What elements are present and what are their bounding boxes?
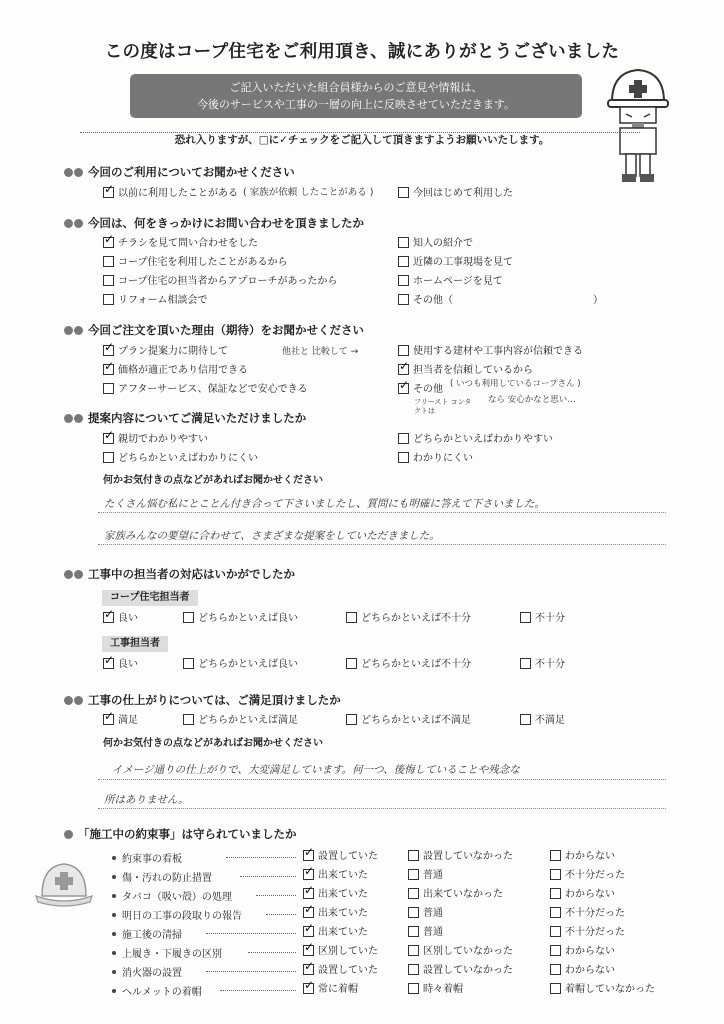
checkbox[interactable]	[103, 612, 114, 623]
checkbox[interactable]	[103, 383, 114, 394]
q6-heading: 工事の仕上がりについては、ご満足頂けましたか	[64, 692, 341, 708]
q7-option[interactable]: 普通	[408, 926, 443, 939]
checkbox[interactable]	[398, 383, 409, 394]
banner-line-1: ご記入いただいた組合員様からのご意見や情報は、	[229, 81, 483, 94]
section-bullet-icon	[64, 414, 73, 423]
info-banner	[130, 74, 582, 118]
section-bullet-icon	[64, 219, 73, 228]
section-bullet-icon	[74, 219, 83, 228]
row-bullet-icon	[112, 894, 116, 898]
q4-option[interactable]: どちらかといえばわかりやすい	[398, 433, 553, 446]
q5-option[interactable]: どちらかといえば不十分	[346, 612, 471, 625]
checkbox[interactable]	[550, 850, 561, 861]
row-bullet-icon	[112, 856, 116, 860]
row-leader	[248, 952, 296, 954]
q2-option[interactable]: コープ住宅の担当者からアプローチがあったから	[103, 275, 337, 288]
q5-option[interactable]: ✓良い	[103, 612, 138, 625]
section-bullet-icon	[74, 570, 83, 579]
q1-handwritten-note: ( 家族が依頼 したことがある )	[243, 187, 374, 198]
q5-group-title: コープ住宅担当者	[102, 590, 198, 606]
row-bullet-icon	[112, 970, 116, 974]
checkbox[interactable]	[346, 714, 357, 725]
section-bullet-icon	[74, 326, 83, 335]
q4-comment-line-2: 家族みんなの要望に合わせて、さまざまな提案をしていただきました。	[104, 530, 440, 542]
checkbox[interactable]	[303, 907, 314, 918]
checkbox[interactable]	[303, 869, 314, 880]
q7-option[interactable]: わからない	[550, 945, 615, 958]
row-bullet-icon	[112, 932, 116, 936]
q7-row-label: 傷・汚れの防止措置	[108, 869, 212, 884]
row-leader	[206, 933, 296, 935]
checkbox[interactable]	[303, 888, 314, 899]
checkbox[interactable]	[398, 187, 409, 198]
q2-option[interactable]: コープ住宅を利用したことがあるから	[103, 256, 288, 269]
checkbox[interactable]	[103, 187, 114, 198]
checkbox[interactable]	[550, 983, 561, 994]
q3-option[interactable]: アフターサービス、保証などで安心できる	[103, 383, 308, 396]
row-leader	[266, 914, 296, 916]
checkbox[interactable]	[550, 907, 561, 918]
q4-option[interactable]: ✓親切でわかりやすい	[103, 433, 208, 446]
checkbox[interactable]	[398, 294, 409, 305]
checkbox[interactable]	[550, 945, 561, 956]
q4-comment-prompt: 何かお気付きの点などがあればお聞かせください	[103, 475, 323, 486]
q4-comment-line-1: たくさん悩む私にとことん付き合って下さいましたし、質問にも明確に答えて下さいました。	[104, 498, 545, 510]
q7-row-label: タバコ（吸い殻）の処理	[108, 888, 232, 903]
checkbox[interactable]	[398, 433, 409, 444]
row-leader	[226, 857, 296, 859]
q2-option[interactable]: 知人の紹介で	[398, 237, 473, 250]
checkbox[interactable]	[550, 869, 561, 880]
checkbox[interactable]	[398, 256, 409, 267]
checkbox[interactable]	[408, 926, 419, 937]
checkbox[interactable]	[183, 658, 194, 669]
q7-option[interactable]: 設置していなかった	[408, 850, 513, 863]
q1-option-first-time[interactable]: 今回はじめて利用した	[398, 187, 513, 200]
checkbox[interactable]	[520, 658, 531, 669]
checkbox[interactable]	[103, 237, 114, 248]
checkbox[interactable]	[408, 850, 419, 861]
checkbox[interactable]	[103, 294, 114, 305]
checkbox[interactable]	[408, 964, 419, 975]
q7-row-label: 上履き・下履きの区別	[108, 945, 222, 960]
q3-handwritten-other-1: ( いつも利用しているコープさん )	[450, 379, 581, 389]
section-bullet-icon	[64, 326, 73, 335]
checkbox[interactable]	[303, 964, 314, 975]
checkbox[interactable]	[303, 926, 314, 937]
checkbox[interactable]	[183, 612, 194, 623]
q7-option[interactable]: ✓常に着帽	[303, 983, 358, 996]
q7-option[interactable]: わからない	[550, 888, 615, 901]
row-leader	[256, 895, 296, 897]
q7-option[interactable]: 普通	[408, 869, 443, 882]
q7-option[interactable]: ✓出来ていた	[303, 869, 368, 882]
checkbox[interactable]	[398, 345, 409, 356]
q7-row-label: 施工後の清掃	[108, 926, 182, 941]
q2-option[interactable]: 近隣の工事現場を見て	[398, 256, 513, 269]
q3-option-other[interactable]: ✓その他	[398, 383, 443, 396]
checkbox[interactable]	[550, 926, 561, 937]
q7-option[interactable]: 設置していなかった	[408, 964, 513, 977]
q3-heading: 今回ご注文を頂いた理由（期待）をお聞かせください	[64, 322, 364, 338]
q7-option[interactable]: 出来ていなかった	[408, 888, 503, 901]
q7-option[interactable]: 不十分だった	[550, 869, 625, 882]
q3-handwritten-other-3: フリースト コンタクトは	[414, 398, 472, 415]
q5-heading: 工事中の担当者の対応はいかがでしたか	[64, 566, 295, 582]
section-bullet-icon	[64, 830, 73, 839]
checkbox[interactable]	[103, 345, 114, 356]
row-bullet-icon	[112, 989, 116, 993]
q7-option[interactable]: ✓区別していた	[303, 945, 378, 958]
section-bullet-icon	[64, 168, 73, 177]
q7-option[interactable]: ✓出来ていた	[303, 907, 368, 920]
q7-row-label: 消火器の設置	[108, 964, 182, 979]
checkbox[interactable]	[408, 983, 419, 994]
banner-line-2: 今後のサービスや工事の一層の向上に反映させていただきます。	[196, 98, 516, 111]
checkbox[interactable]	[398, 452, 409, 463]
worker-mascot-icon	[606, 66, 670, 186]
checkbox[interactable]	[398, 237, 409, 248]
q7-option[interactable]: わからない	[550, 964, 615, 977]
q3-option[interactable]: ✓プラン提案力に期待して	[103, 345, 228, 358]
q7-row-label: 明日の工事の段取りの報告	[108, 907, 242, 922]
q7-option[interactable]: 不十分だった	[550, 926, 625, 939]
row-leader	[220, 990, 296, 992]
checkbox[interactable]	[303, 945, 314, 956]
q3-option[interactable]: ✓価格が適正であり信用できる	[103, 364, 248, 377]
section-bullet-icon	[74, 168, 83, 177]
section-bullet-icon	[64, 570, 73, 579]
q5-option[interactable]: ✓良い	[103, 658, 138, 671]
checkbox[interactable]	[103, 452, 114, 463]
q6-option[interactable]: どちらかといえば不満足	[346, 714, 471, 727]
q6-option[interactable]: ✓満足	[103, 714, 138, 727]
checkbox[interactable]	[550, 888, 561, 899]
checkbox[interactable]	[303, 850, 314, 861]
q2-heading: 今回は、何をきっかけにお問い合わせを頂きましたか	[64, 215, 364, 231]
q5-option[interactable]: どちらかといえば良い	[183, 612, 298, 625]
checkbox[interactable]	[408, 945, 419, 956]
q7-option[interactable]: 着帽していなかった	[550, 983, 655, 996]
q7-option[interactable]: ✓出来ていた	[303, 888, 368, 901]
checkbox[interactable]	[408, 888, 419, 899]
q3-handwritten-other-2: なら 安心かなと思い…	[488, 395, 576, 405]
q7-option[interactable]: ✓出来ていた	[303, 926, 368, 939]
q5-option[interactable]: 不十分	[520, 612, 565, 625]
checkbox[interactable]	[103, 714, 114, 725]
row-leader	[206, 971, 296, 973]
q1-heading: 今回のご利用についてお聞かせください	[64, 164, 295, 180]
section-bullet-icon	[74, 414, 83, 423]
checkbox[interactable]	[183, 714, 194, 725]
checkbox[interactable]	[103, 256, 114, 267]
q7-heading: 「施工中の約束事」は守られていましたか	[64, 826, 297, 842]
q6-comment-prompt: 何かお気付きの点などがあればお聞かせください	[103, 738, 323, 749]
q7-option[interactable]: 普通	[408, 907, 443, 920]
comment-rule	[98, 779, 666, 781]
q3-handwritten-compare: 他社と 比較して →	[282, 347, 359, 357]
page-title: この度はコープ住宅をご利用頂き、誠にありがとうございました	[104, 42, 620, 62]
checkbox[interactable]	[398, 364, 409, 375]
q4-heading: 提案内容についてご満足いただけましたか	[64, 410, 306, 426]
checkbox[interactable]	[103, 658, 114, 669]
checkbox[interactable]	[303, 983, 314, 994]
q3-option[interactable]: 使用する建材や工事内容が信頼できる	[398, 345, 583, 358]
q7-row-label: ヘルメットの着帽	[108, 983, 202, 998]
checkbox[interactable]	[408, 869, 419, 880]
q7-row-label: 約束事の看板	[108, 850, 182, 865]
checkbox[interactable]	[520, 612, 531, 623]
checkbox[interactable]	[346, 612, 357, 623]
q6-comment-line-1: イメージ通りの仕上がりで、大変満足しています。何一つ、後悔していることや残念な	[112, 764, 520, 776]
row-bullet-icon	[112, 951, 116, 955]
q6-option[interactable]: 不満足	[520, 714, 565, 727]
q2-option[interactable]: ホームページを見て	[398, 275, 503, 288]
row-bullet-icon	[112, 875, 116, 879]
q5-option[interactable]: 不十分	[520, 658, 565, 671]
q3-option[interactable]: ✓担当者を信頼しているから	[398, 364, 533, 377]
comment-rule	[98, 808, 666, 810]
row-bullet-icon	[112, 913, 116, 917]
row-leader	[240, 876, 296, 878]
checkbox[interactable]	[550, 964, 561, 975]
q4-option[interactable]: どちらかといえばわかりにくい	[103, 452, 258, 465]
q7-option[interactable]: 不十分だった	[550, 907, 625, 920]
q4-option[interactable]: わかりにくい	[398, 452, 473, 465]
comment-rule	[98, 512, 666, 514]
q5-group-title: 工事担当者	[102, 636, 168, 652]
q7-option[interactable]: ✓設置していた	[303, 964, 378, 977]
checkbox[interactable]	[103, 433, 114, 444]
q5-option[interactable]: どちらかといえば不十分	[346, 658, 471, 671]
q7-option[interactable]: 時々着帽	[408, 983, 463, 996]
section-bullet-icon	[74, 696, 83, 705]
q6-comment-line-2: 所はありません。	[104, 794, 189, 806]
helmet-icon	[34, 858, 94, 908]
q7-option[interactable]: ✓設置していた	[303, 850, 378, 863]
q2-option[interactable]: ✓チラシを見て問い合わせをした	[103, 237, 258, 250]
q7-option[interactable]: わからない	[550, 850, 615, 863]
checkbox[interactable]	[346, 658, 357, 669]
q6-option[interactable]: どちらかといえば満足	[183, 714, 298, 727]
checkbox[interactable]	[398, 275, 409, 286]
q7-option[interactable]: 区別していなかった	[408, 945, 513, 958]
q1-option-used-before[interactable]: ✓以前に利用したことがある	[103, 187, 238, 200]
checkbox[interactable]	[103, 364, 114, 375]
q2-option-other[interactable]: その他（ ）	[398, 294, 603, 307]
checkbox[interactable]	[103, 275, 114, 286]
q2-option[interactable]: リフォーム相談会で	[103, 294, 208, 307]
instruction-text: 恐れ入りますが、□に✓チェックをご記入して頂きますようお願いいたします。	[174, 134, 550, 146]
section-bullet-icon	[64, 696, 73, 705]
checkbox[interactable]	[408, 907, 419, 918]
q5-option[interactable]: どちらかといえば良い	[183, 658, 298, 671]
comment-rule	[98, 544, 666, 546]
checkbox[interactable]	[520, 714, 531, 725]
